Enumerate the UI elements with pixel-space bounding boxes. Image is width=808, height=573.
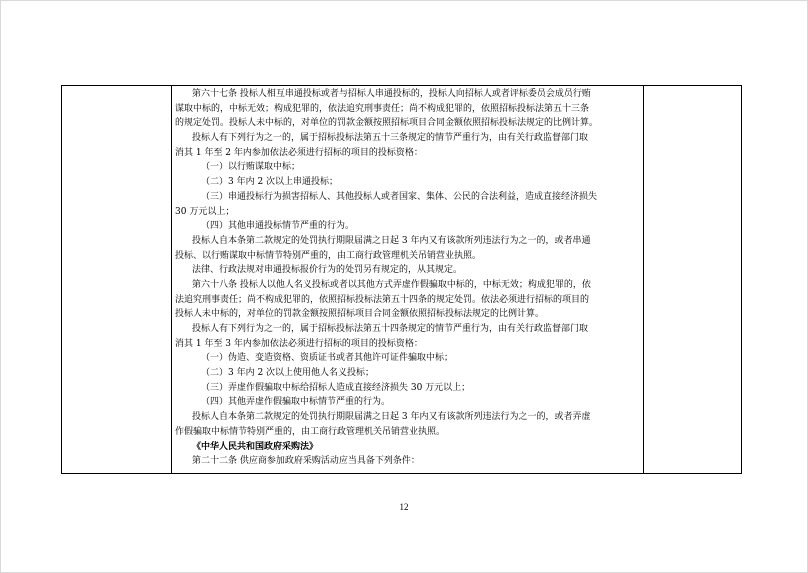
text-line: （二）3 年内 2 次以上串通投标；	[201, 177, 339, 188]
text-line: 投标人自本条第二款规定的处罚执行期限届满之日起 3 年内又有该款所列违法行为之一的，或者弄虚	[192, 412, 591, 423]
text-line: （一）以行贿谋取中标；	[201, 162, 301, 173]
text-line: 投标人有下列行为之一的，属于招标投标法第五十四条规定的情节严重行为，由有关行政监督部门取	[192, 324, 589, 334]
text-line: （二）3 年内 2 次以上使用他人名义投标；	[201, 368, 375, 379]
text-line: （四）其他弄虚作假骗取中标情节严重的行为。	[201, 397, 391, 408]
text-line: 投标人自本条第二款规定的处罚执行期限届满之日起 3 年内又有该款所列违法行为之一的，或者串通	[192, 235, 591, 246]
table-cell-content	[172, 86, 644, 474]
text-line: （一）伪造、变造资格、资质证书或者其他许可证件骗取中标；	[201, 353, 454, 364]
text-line: 谋取中标的，中标无效；构成犯罪的，依法追究刑事责任；尚不构成犯罪的，依照招标投标法第五十三条	[175, 103, 590, 114]
page-number: 12	[399, 502, 409, 512]
text-line: 投标人有下列行为之一的，属于招标投标法第五十三条规定的情节严重行为，由有关行政监督部门取	[192, 133, 589, 144]
text-line: 消其 1 年至 2 年内参加依法必须进行招标的项目的投标资格：	[175, 147, 423, 158]
text-line: 投标人未中标的，对单位的罚款金额按照招标项目合同金额依照招标投标法规定的比例计算。	[175, 309, 545, 320]
text-line: 法追究刑事责任；尚不构成犯罪的，依照招标投标法第五十四条的规定处罚。依法必须进行招标的项目的	[175, 294, 590, 305]
text-line: （三）串通投标行为损害招标人、其他投标人或者国家、集体、公民的合法利益，造成直接经济损失	[201, 191, 598, 202]
table-cell-right	[644, 86, 742, 474]
regulation-table	[61, 85, 742, 474]
text-line: 30 万元以上；	[175, 206, 235, 217]
text-line: 第二十二条 供应商参加政府采购活动应当具备下列条件：	[192, 456, 420, 467]
table-cell-left	[62, 86, 172, 474]
text-line: 作假骗取中标情节特别严重的，由工商行政管理机关吊销营业执照。	[175, 426, 446, 437]
text-line: （四）其他串通投标情节严重的行为。	[201, 221, 355, 232]
table-row	[62, 86, 742, 474]
text-line: 第六十八条 投标人以他人名义投标或者以其他方式弄虚作假骗取中标的，中标无效；构成犯罪的，依	[192, 279, 591, 290]
text-line: 第六十七条 投标人相互串通投标或者与招标人串通投标的，投标人向招标人或者评标委员会成员行贿	[192, 89, 591, 99]
law-title: 《中华人民共和国政府采购法》	[192, 441, 319, 452]
text-line: 投标、以行贿谋取中标情节特别严重的，由工商行政管理机关吊销营业执照。	[175, 250, 482, 261]
text-line: （三）弄虚作假骗取中标给招标人造成直接经济损失 30 万元以上；	[201, 382, 471, 393]
text-line: 法律、行政法规对串通投标报价行为的处罚另有规定的，从其规定。	[192, 265, 463, 276]
text-line: 消其 1 年至 3 年内参加依法必须进行招标的项目的投标资格：	[175, 338, 423, 349]
text-line: 的规定处罚。投标人未中标的，对单位的罚款金额按照招标项目合同金额依照招标投标法规定的比例计算。	[175, 118, 599, 129]
